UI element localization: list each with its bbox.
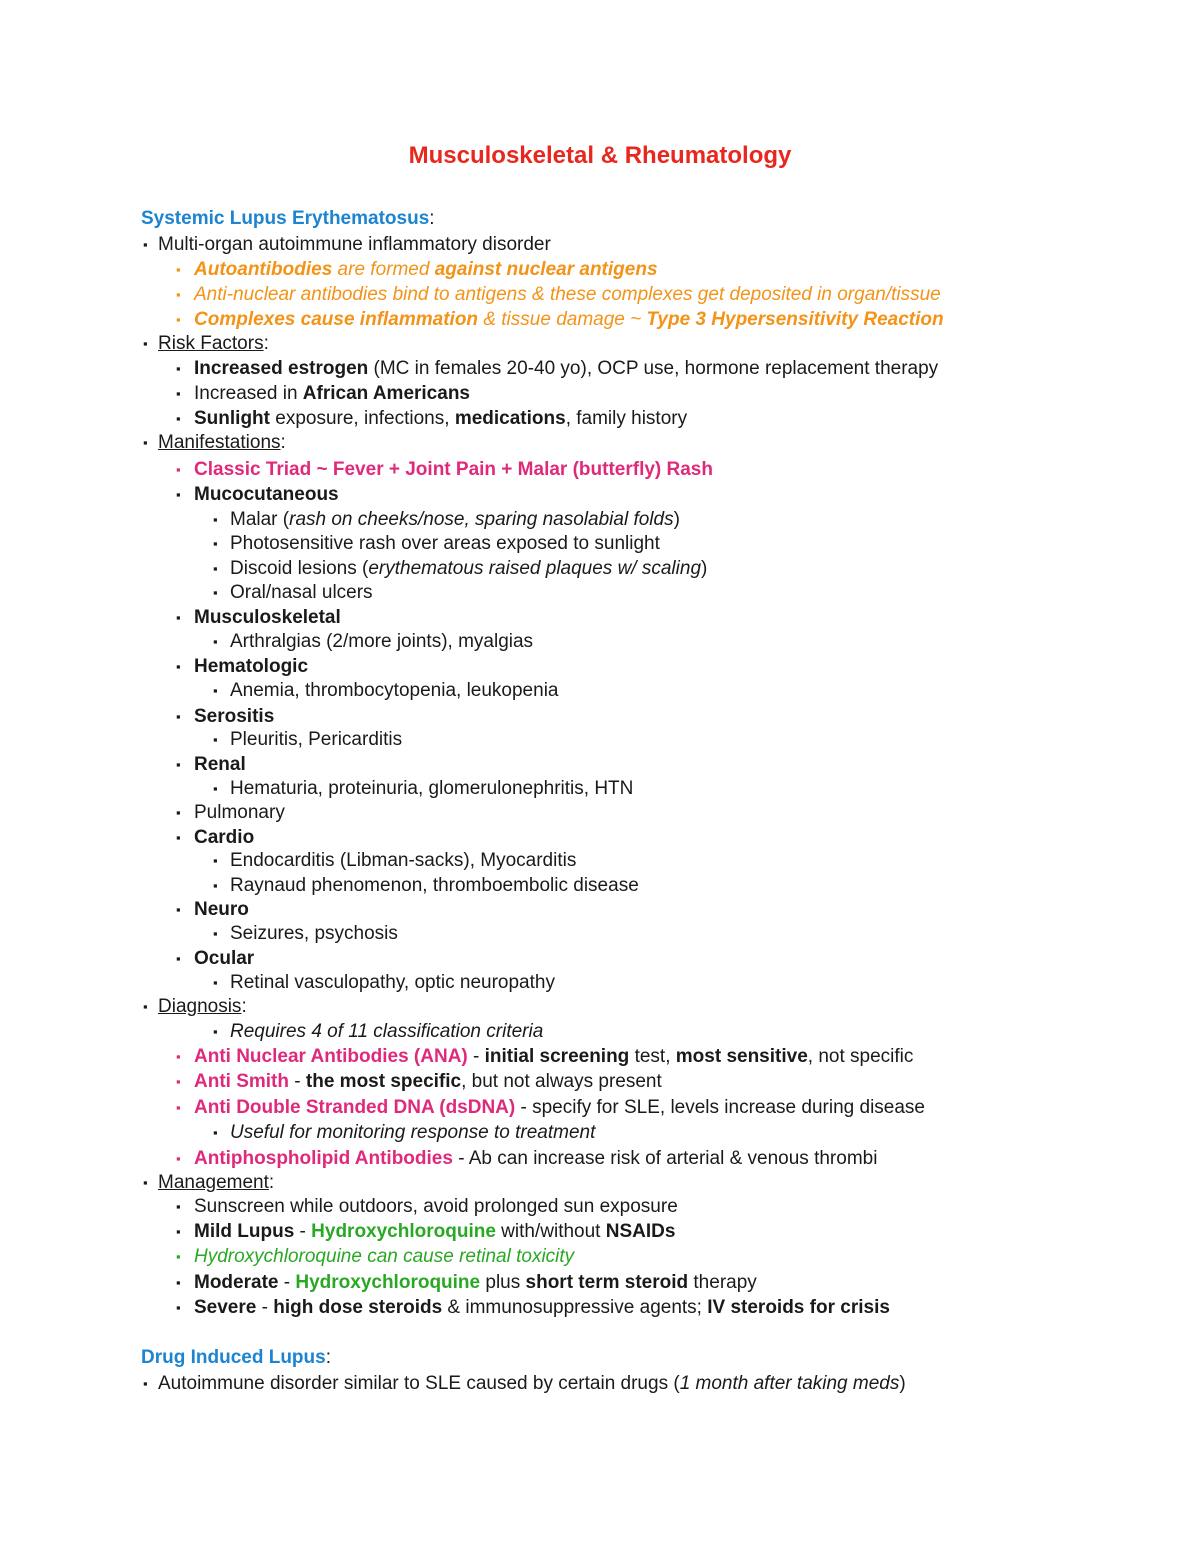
text-run: Complexes cause inflammation — [194, 309, 479, 330]
bullet-icon: ▪ — [176, 1224, 181, 1239]
text-run: Pleuritis, Pericarditis — [230, 729, 403, 750]
text-run: ) — [701, 558, 708, 579]
bullet-icon: ▪ — [213, 853, 218, 868]
list-item — [176, 308, 944, 332]
list-item — [176, 1070, 662, 1094]
bullet-icon: ▪ — [143, 1376, 148, 1391]
text-run: - — [467, 1046, 485, 1067]
text-run: - — [289, 1071, 306, 1092]
bullet-icon: ▪ — [176, 757, 181, 772]
text-run: Antiphospholipid Antibodies — [194, 1148, 453, 1169]
list-item — [213, 532, 660, 556]
list-item — [213, 971, 555, 995]
text-run: ) — [899, 1373, 906, 1394]
text-run: therapy — [688, 1272, 757, 1293]
text-run: Renal — [194, 754, 246, 775]
text-run: Retinal vasculopathy, optic neuropathy — [230, 972, 555, 993]
section-heading: Systemic Lupus Erythematosus: — [141, 208, 435, 229]
list-item — [176, 606, 341, 630]
bullet-icon: ▪ — [176, 462, 181, 477]
text-run: Mucocutaneous — [194, 484, 339, 505]
list-item — [176, 382, 470, 406]
text-run: rash on cheeks/nose, sparing nasolabial folds — [289, 509, 674, 530]
list-item — [176, 1195, 678, 1219]
text-run: Anti-nuclear antibodies bind to antigens & these complexes get deposited in organ/tissue — [194, 284, 941, 305]
text-run: Anti Smith — [194, 1071, 289, 1092]
text-run: Arthralgias (2/more joints), myalgias — [230, 631, 534, 652]
list-item — [213, 1020, 544, 1044]
list-item — [143, 995, 247, 1019]
bullet-icon: ▪ — [213, 561, 218, 576]
list-item — [213, 922, 398, 946]
list-item — [213, 557, 708, 581]
list-item — [176, 753, 246, 777]
bullet-icon: ▪ — [213, 878, 218, 893]
text-run: Pulmonary — [194, 802, 285, 823]
text-run: : — [280, 432, 286, 453]
list-item — [213, 1121, 596, 1145]
bullet-icon: ▪ — [176, 1049, 181, 1064]
bullet-icon: ▪ — [176, 287, 181, 302]
text-run: Diagnosis — [158, 996, 242, 1017]
text-run: - — [256, 1297, 274, 1318]
page-title: Musculoskeletal & Rheumatology — [408, 142, 792, 169]
list-item — [176, 1296, 890, 1320]
text-run: Risk Factors — [158, 333, 264, 354]
text-run: Hematuria, proteinuria, glomerulonephritis, HTN — [230, 778, 634, 799]
list-item — [143, 1372, 906, 1396]
bullet-icon: ▪ — [143, 435, 148, 450]
bullet-icon: ▪ — [176, 1151, 181, 1166]
list-item — [176, 458, 713, 482]
bullet-icon: ▪ — [176, 902, 181, 917]
text-run: Seizures, psychosis — [230, 923, 398, 944]
section-heading-text: Systemic Lupus Erythematosus — [141, 208, 430, 229]
text-run: , not specific — [807, 1046, 914, 1067]
text-run: Neuro — [194, 899, 249, 920]
list-item — [176, 705, 275, 729]
bullet-icon: ▪ — [176, 361, 181, 376]
text-run: : — [268, 1172, 275, 1193]
text-run: short term steroid — [525, 1272, 689, 1293]
bullet-icon: ▪ — [176, 1300, 181, 1315]
list-item — [176, 947, 255, 971]
text-run: Requires 4 of 11 classification criteria — [230, 1021, 544, 1042]
list-item — [213, 679, 559, 703]
list-item — [176, 898, 249, 922]
bullet-icon: ▪ — [176, 805, 181, 820]
text-run: Cardio — [194, 827, 255, 848]
text-run: African Americans — [302, 383, 470, 404]
list-item — [176, 1271, 757, 1295]
text-run: Malar ( — [230, 509, 290, 530]
text-run: the most specific — [305, 1071, 462, 1092]
text-run: - specify for SLE, levels increase during disease — [515, 1097, 925, 1118]
text-run: Hematologic — [194, 656, 309, 677]
bullet-icon: ▪ — [143, 336, 148, 351]
bullet-icon: ▪ — [213, 683, 218, 698]
bullet-icon: ▪ — [143, 999, 148, 1014]
list-item — [176, 283, 941, 307]
list-item — [143, 332, 269, 356]
text-run: Photosensitive rash over areas exposed to sunlight — [230, 533, 660, 554]
text-run: Hydroxychloroquine — [311, 1221, 496, 1242]
text-run: Anemia, thrombocytopenia, leukopenia — [230, 680, 559, 701]
text-run: - Ab can increase risk of arterial & venous thrombi — [452, 1148, 878, 1169]
list-item — [176, 1096, 925, 1120]
text-run: ) — [673, 509, 680, 530]
bullet-icon: ▪ — [213, 1125, 218, 1140]
bullet-icon: ▪ — [213, 634, 218, 649]
text-run: Autoimmune disorder similar to SLE caused by certain drugs ( — [158, 1373, 680, 1394]
text-run: Sunscreen while outdoors, avoid prolonged sun exposure — [194, 1196, 678, 1217]
list-item — [143, 233, 551, 257]
text-run: - — [294, 1221, 312, 1242]
text-run: with/without — [495, 1221, 606, 1242]
text-run: erythematous raised plaques w/ scaling — [368, 558, 702, 579]
bullet-icon: ▪ — [213, 512, 218, 527]
text-run: against nuclear antigens — [434, 259, 658, 280]
text-run: , family history — [565, 408, 688, 429]
text-run: test, — [629, 1046, 676, 1067]
text-run: Severe — [194, 1297, 257, 1318]
text-run: are formed — [332, 259, 435, 280]
bullet-icon: ▪ — [213, 926, 218, 941]
text-run: most sensitive — [675, 1046, 808, 1067]
bullet-icon: ▪ — [213, 1024, 218, 1039]
bullet-icon: ▪ — [176, 487, 181, 502]
list-item — [213, 581, 373, 605]
bullet-icon: ▪ — [176, 1074, 181, 1089]
text-run: Moderate — [194, 1272, 279, 1293]
list-item — [213, 849, 577, 873]
text-run: Serositis — [194, 706, 275, 727]
text-run: Anti Double Stranded DNA (dsDNA) — [194, 1097, 516, 1118]
bullet-icon: ▪ — [176, 312, 181, 327]
text-run: Discoid lesions ( — [230, 558, 369, 579]
list-item — [176, 258, 658, 282]
text-run: medications — [454, 408, 566, 429]
list-item — [176, 826, 255, 850]
text-run: Oral/nasal ulcers — [230, 582, 373, 603]
section-heading: Drug Induced Lupus: — [141, 1347, 331, 1368]
bullet-icon: ▪ — [213, 536, 218, 551]
text-run: Type 3 Hypersensitivity Reaction — [646, 309, 944, 330]
text-run: Hydroxychloroquine can cause retinal toxicity — [194, 1246, 575, 1267]
text-run: high dose steroids — [273, 1297, 443, 1318]
bullet-icon: ▪ — [176, 659, 181, 674]
bullet-icon: ▪ — [213, 781, 218, 796]
text-run: & immunosuppressive agents; — [442, 1297, 708, 1318]
bullet-icon: ▪ — [176, 411, 181, 426]
list-item — [213, 508, 680, 532]
bullet-icon: ▪ — [143, 1175, 148, 1190]
text-run: Endocarditis (Libman-sacks), Myocarditis — [230, 850, 577, 871]
text-run: initial screening — [484, 1046, 630, 1067]
text-run: Autoantibodies — [194, 259, 333, 280]
bullet-icon: ▪ — [176, 1100, 181, 1115]
text-run: IV steroids for crisis — [707, 1297, 890, 1318]
text-run: & tissue damage ~ — [478, 309, 647, 330]
text-run: (MC in females 20-40 yo), OCP use, hormone replacement therapy — [368, 358, 939, 379]
list-item — [143, 431, 286, 455]
text-run: Classic Triad ~ Fever + Joint Pain + Malar (butterfly) Rash — [194, 459, 713, 480]
bullet-icon: ▪ — [176, 262, 181, 277]
text-run: plus — [480, 1272, 526, 1293]
bullet-icon: ▪ — [176, 830, 181, 845]
bullet-icon: ▪ — [213, 975, 218, 990]
bullet-icon: ▪ — [213, 732, 218, 747]
text-run: Raynaud phenomenon, thromboembolic disease — [230, 875, 639, 896]
list-item — [176, 483, 339, 507]
text-run: 1 month after taking meds — [679, 1373, 900, 1394]
text-run: Sunlight — [194, 408, 270, 429]
list-item — [176, 655, 309, 679]
text-run: Ocular — [194, 948, 255, 969]
text-run: Multi-organ autoimmune inflammatory disorder — [158, 234, 551, 255]
text-run: NSAIDs — [605, 1221, 676, 1242]
list-item — [176, 801, 285, 825]
text-run: , but not always present — [461, 1071, 662, 1092]
section-heading-text: Drug Induced Lupus — [141, 1347, 326, 1368]
list-item — [176, 1245, 575, 1269]
list-item — [143, 1171, 275, 1195]
bullet-icon: ▪ — [213, 585, 218, 600]
list-item — [176, 1147, 878, 1171]
list-item — [213, 728, 403, 752]
list-item — [176, 407, 688, 431]
list-item — [213, 874, 639, 898]
bullet-icon: ▪ — [176, 386, 181, 401]
text-run: Musculoskeletal — [194, 607, 341, 628]
bullet-icon: ▪ — [176, 610, 181, 625]
text-run: Anti Nuclear Antibodies (ANA) — [194, 1046, 468, 1067]
list-item — [176, 1220, 676, 1244]
text-run: Hydroxychloroquine — [295, 1272, 481, 1293]
list-item — [176, 1045, 914, 1069]
text-run: Management — [158, 1172, 269, 1193]
bullet-icon: ▪ — [176, 1249, 181, 1264]
text-run: Increased estrogen — [194, 358, 369, 379]
bullet-icon: ▪ — [176, 1275, 181, 1290]
list-item — [213, 630, 534, 654]
bullet-icon: ▪ — [176, 951, 181, 966]
text-run: Useful for monitoring response to treatment — [230, 1122, 596, 1143]
list-item — [176, 357, 939, 381]
text-run: exposure, infections, — [269, 408, 455, 429]
text-run: : — [241, 996, 247, 1017]
text-run: Increased in — [194, 383, 303, 404]
text-run: Mild Lupus — [194, 1221, 295, 1242]
text-run: : — [263, 333, 269, 354]
bullet-icon: ▪ — [143, 237, 148, 252]
list-item — [213, 777, 634, 801]
text-run: Manifestations — [158, 432, 281, 453]
text-run: - — [278, 1272, 296, 1293]
bullet-icon: ▪ — [176, 709, 181, 724]
bullet-icon: ▪ — [176, 1199, 181, 1214]
